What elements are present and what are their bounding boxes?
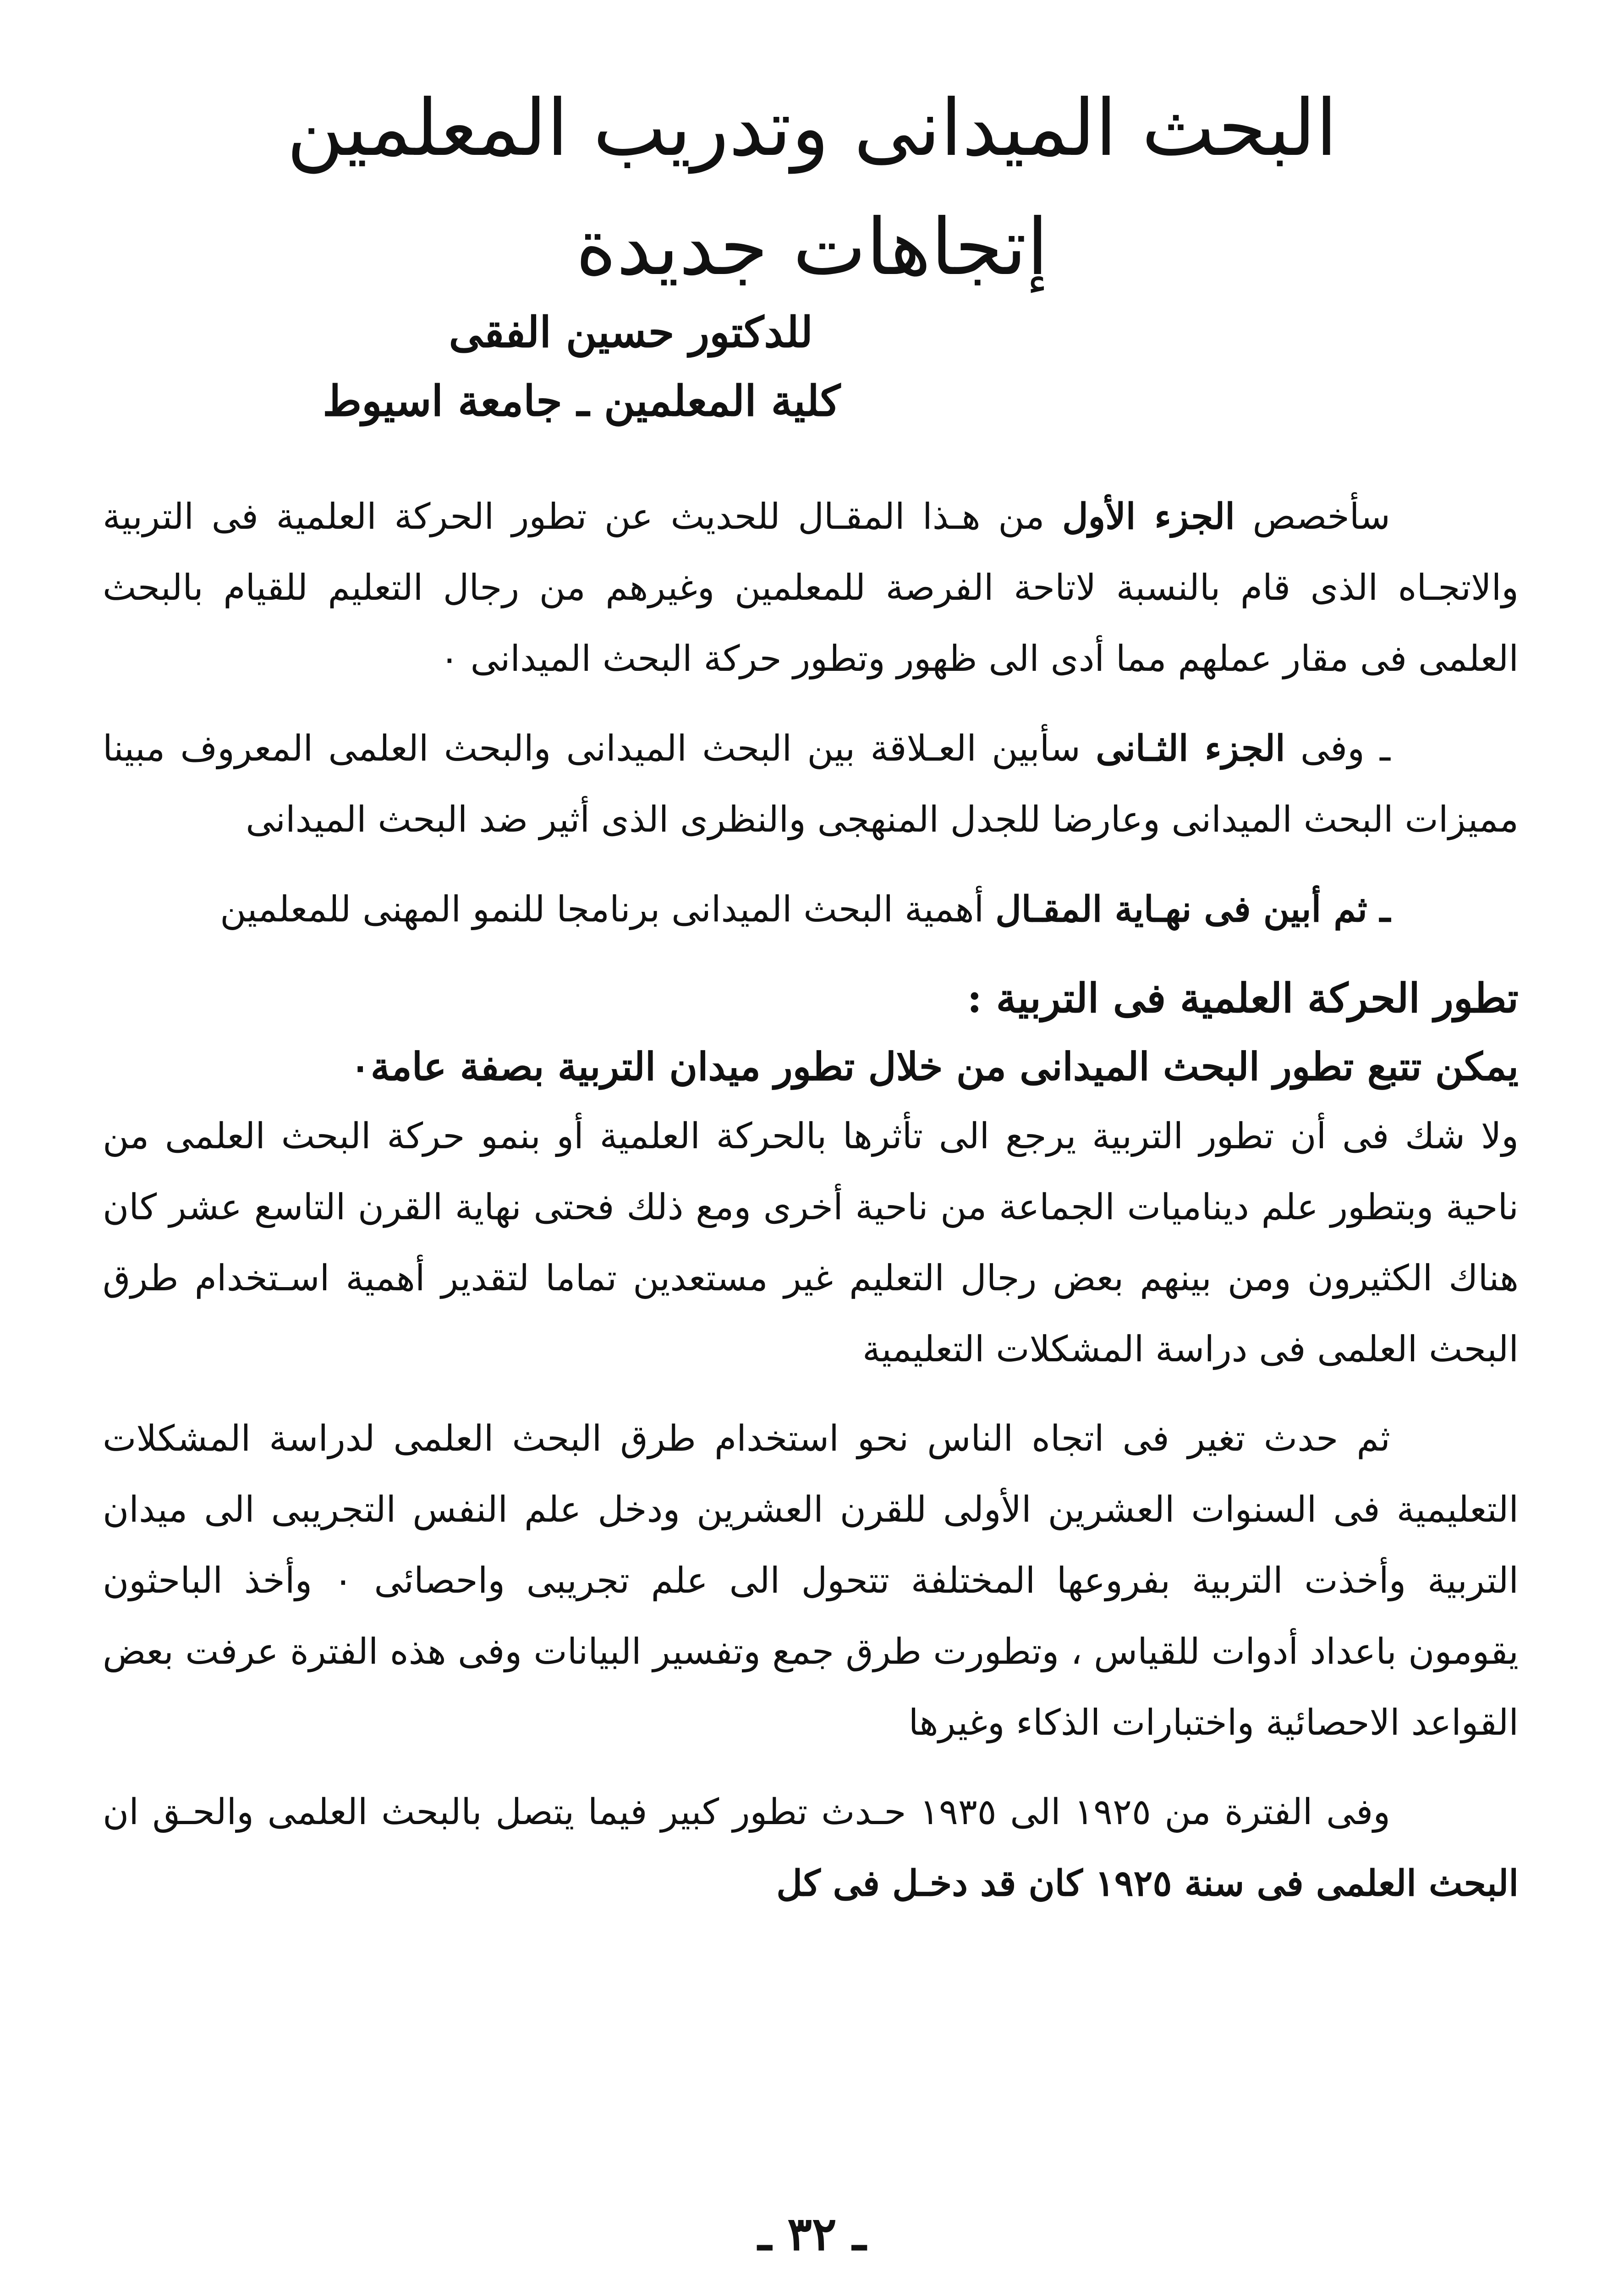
page-number: ـ ٣٢ ـ [758, 2207, 866, 2261]
article-subtitle: إتجاهات جديدة [576, 202, 1048, 293]
section-heading: تطور الحركة العلمية فى التربية : [967, 974, 1519, 1022]
paragraph-part-two [103, 713, 1519, 855]
bold-phrase: الجزء الثـانى [1096, 728, 1285, 769]
paragraph-period [103, 1777, 1519, 1919]
paragraph-text: سأبين العـلاقة بين البحث الميدانى والبحث العلمى المعروف مبينا مميزات البحث الميدانى وعارضا للجدل المنهجى والنظرى الذى أثير ضد البحث الميدانى [103, 728, 1519, 840]
bold-phrase: البحث العلمى فى سنة ١٩٢٥ كان قد دخـل فى كل [776, 1863, 1519, 1904]
author-name: للدكتور حسين الفقى [449, 307, 813, 357]
paragraph-text: ـ وفى [1285, 728, 1391, 769]
bold-phrase: الجزء الأول [1062, 496, 1235, 537]
title-block [229, 69, 1395, 307]
bold-phrase: ـ ثم أبين فى نهـاية المقـال [995, 888, 1390, 930]
paragraph-change: ثم حدث تغير فى اتجاه الناس نحو استخدام طرق البحث العلمى لدراسة المشكلات التعليمية فى السنوات العشرين الأولى للقرن العشرين ودخل علم النفس التجريبى الى ميدان التربية وأخذت التربية بفروعها المختلفة تتحول الى علم تجريبى واحصائى ٠ وأخذ الباحثون يقومون باعداد أدوات للقياس ، وتطورت طرق جمع وتفسير البيانات وفى هذه الفترة عرفت بعض القواعد الاحصائية واختبارات الذكاء وغيرها [103, 1418, 1519, 1743]
paragraph-history: ولا شك فى أن تطور التربية يرجع الى تأثرها بالحركة العلمية أو بنمو حركة البحث العلمى من ناحية وبتطور علم ديناميات الجماعة من ناحية أخرى ومع ذلك فحتى نهاية القرن التاسع عشر كان هناك الكثيرون ومن بينهم بعض رجال التعليم غير مستعدين تماما لتقدير أهمية اسـتخدام طرق البحث العلمى فى دراسة المشكلات التعليمية [103, 1116, 1519, 1370]
paragraph-intro [103, 481, 1519, 695]
article-title: البحث الميدانى وتدريب المعلمين [286, 83, 1338, 174]
paragraph-text: سأخصص [1234, 496, 1390, 537]
author-block [171, 298, 840, 435]
paragraph-text: أهمية البحث الميدانى برنامجا للنمو المهنى للمعلمين [220, 889, 996, 930]
author-institution: كلية المعلمين ـ جامعة اسيوط [323, 376, 840, 426]
paragraph-part-three [103, 874, 1519, 945]
paragraph-text: من هـذا المقـال للحديث عن تطور الحركة العلمية فى التربية والاتجـاه الذى قام بالنسبة لاتاحة الفرصة للمعلمين وغيرهم من رجال التعليم للقيام بالبحث العلمى فى مقار عملهم مما أدى الى ظهور وتطور حركة البحث الميدانى ٠ [103, 496, 1519, 680]
paragraph-text: وفى الفترة من ١٩٢٥ الى ١٩٣٥ حـدث تطور كبير فيما يتصل بالبحث العلمى والحـق ان [103, 1792, 1390, 1833]
article-body [103, 481, 1519, 1938]
section-lead: يمكن تتبع تطور البحث الميدانى من خلال تطور ميدان التربية بصفة عامة٠ [350, 1044, 1519, 1089]
